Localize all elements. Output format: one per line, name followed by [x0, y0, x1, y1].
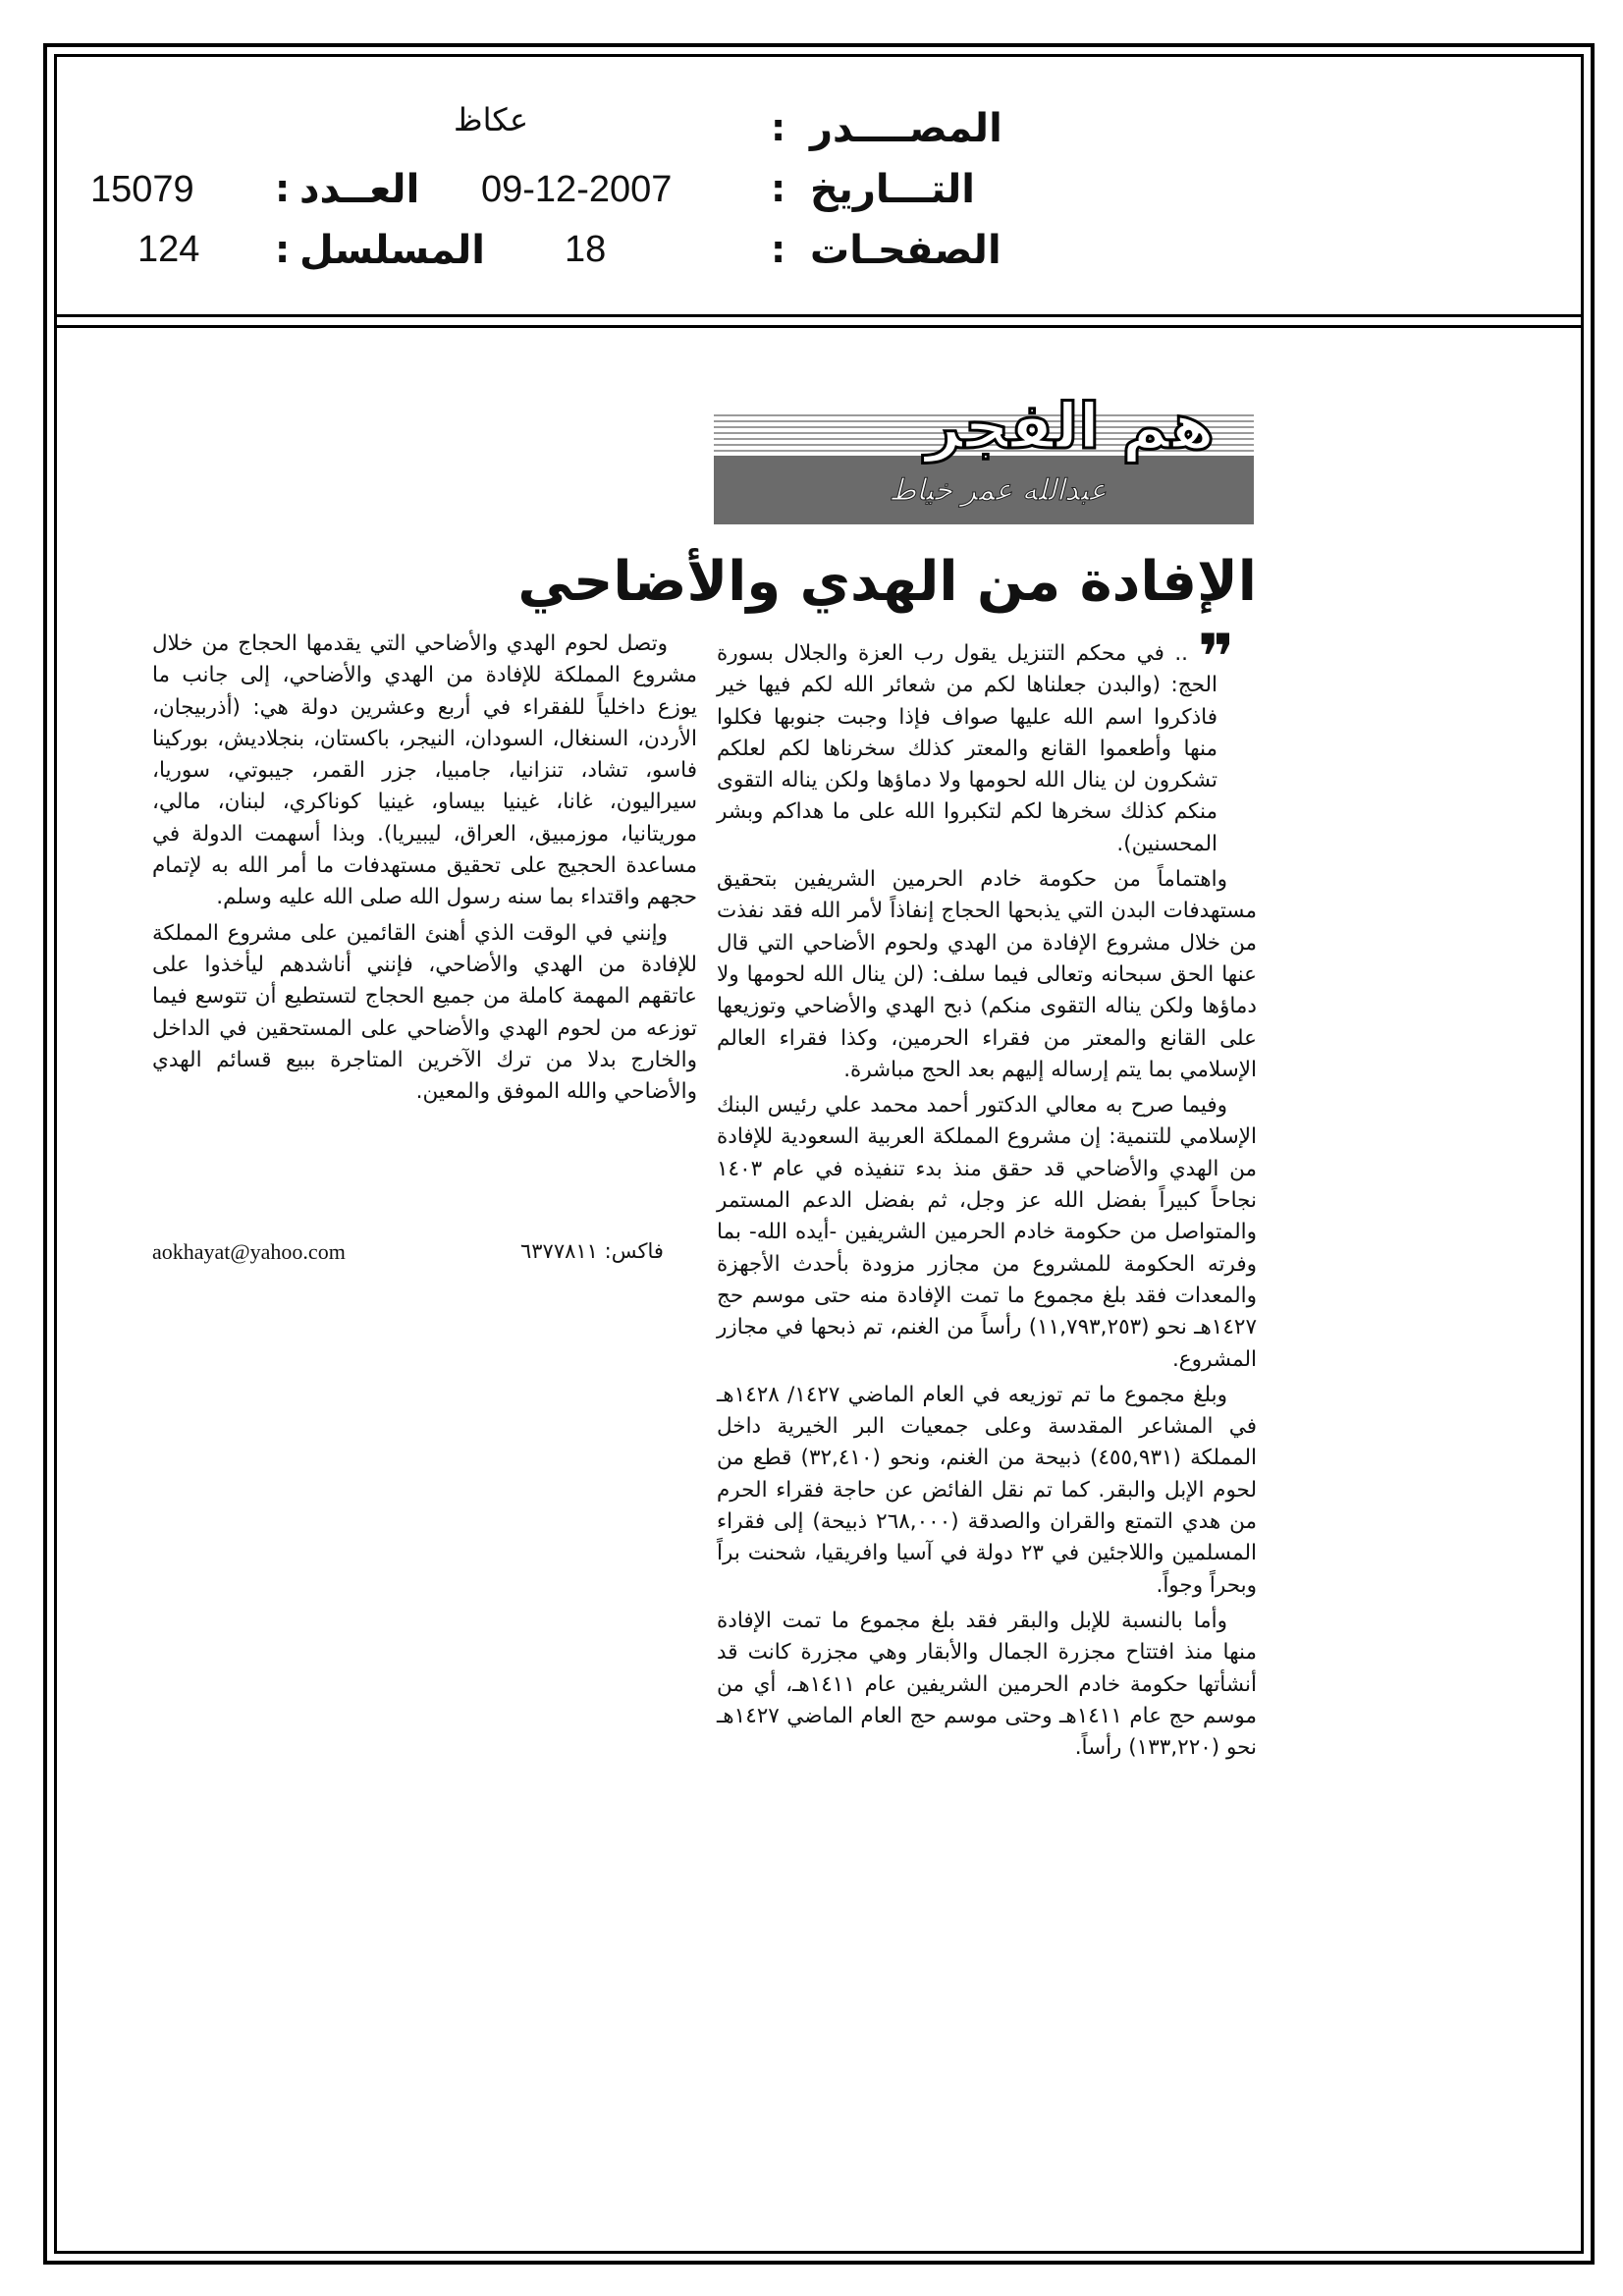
column-name: هم الفجر	[925, 391, 1215, 464]
issue-value: 15079	[90, 169, 194, 210]
issue-label: العــدد	[299, 167, 420, 212]
paragraph: واهتماماً من حكومة خادم الحرمين الشريفين بتحقيق مستهدفات البدن التي يذبحها الحجاج إنفاذاً لأمر الله فقد نفذت من خلال مشروع الإفادة من الهدي ولحوم الأضاحي التي قال عنها الحق سبحانه وتعالى فيما سلف: (لن ينال الله لحومها ولا دماؤها ولكن يناله التقوى منكم) ذبح الهدي والأضاحي وتوزيعها على القانع والمعتر من فقراء الحرمين، وكذا فقراء العالم الإسلامي بما يتم إرساله إليهم بعد الحج مباشرة.	[717, 867, 1257, 1082]
paragraph: وأما بالنسبة للإبل والبقر فقد بلغ مجموع ما تمت الإفادة منها منذ افتتاح مجزرة الجمال والأبقار وهي مجزرة كانت قد أنشأتها حكومة خادم الحرمين الشريفين عام ١٤١١هـ، أي من موسم حج عام ١٤١١هـ وحتى موسم حج العام الماضي ١٤٢٧هـ نحو (١٣٣,٢٢٠) رأساً.	[717, 1608, 1258, 1761]
paragraph: وتصل لحوم الهدي والأضاحي التي يقدمها الحجاج من خلال مشروع المملكة للإفادة من الهدي والأضاحي، إلى جانب ما يوزع داخلياً للفقراء في أربع وعشرين دولة هي: (أذربيجان، الأردن، السنغال، السودان، النيجر، باكستان، بنجلاديش، بوركينا فاسو، تشاد، تنزانيا، جامبيا، جزر القمر، جيبوتي، سوريا، سيراليون، غانا، غينيا بيساو، غينيا كوناكري، لبنان، مالي، موريتانيا، موزمبيق، العراق، ليبيريا). وبذا أسهمت الدولة في مساعدة الحجيج على تحقيق مستهدفات ما أمر الله به لإتمام حجهم واقتداء بما سنه رسول الله صلى الله عليه وسلم.	[152, 631, 697, 910]
paragraph: وبلغ مجموع ما تم توزيعه في العام الماضي ١٤٢٧/ ١٤٢٨هـ في المشاعر المقدسة وعلى جمعيات البر الخيرية داخل المملكة (٤٥٥,٩٣١) ذبيحة من الغنم، ونحو (٣٢,٤١٠) قطع من لحوم الإبل والبقر. كما تم نقل الفائض عن حاجة فقراء الحرم من هدي التمتع والقران والصدقة (٢٦٨,٠٠٠ ذبيحة) إلى فقراء المسلمين واللاجئين في ٢٣ دولة في آسيا وافريقيا، شحنت براً وبحراً وجواً.	[717, 1382, 1258, 1598]
header-divider	[54, 314, 1584, 328]
pages-value: 18	[565, 229, 607, 270]
article-column-right	[717, 638, 1257, 1768]
date-value: 09-12-2007	[481, 169, 673, 210]
pages-colon: :	[771, 228, 786, 271]
serial-value: 124	[137, 229, 200, 270]
source-value: عكاظ	[454, 101, 529, 138]
column-masthead	[714, 391, 1254, 548]
paragraph: وإنني في الوقت الذي أهنئ القائمين على مشروع المملكة للإفادة من الهدي والأضاحي، فإنني أناشدهم ليأخذوا على عاتقهم المهمة كاملة من جميع الحجاج لتستطيع أن تتوسع فيما توزعه من لحوم الهدي والأضاحي على المستحقين في الداخل والخارج بدلا من ترك الآخرين المتاجرة ببيع قسائم الهدي والأضاحي والله الموفق والمعين.	[152, 920, 697, 1105]
article-headline: الإفادة من الهدي والأضاحي	[517, 550, 1257, 614]
serial-colon: :	[275, 228, 291, 271]
article-column-left	[152, 629, 697, 1112]
author-email: aokhayat@yahoo.com	[152, 1239, 346, 1264]
paragraph: .. في محكم التنزيل يقول رب العزة والجلال بسورة الحج: (والبدن جعلناها لكم من شعائر الله لكم فيها خير فاذكروا اسم الله عليها صواف فإذا وجبت جنوبها فكلوا منها وأطعموا القانع والمعتر كذلك سخرناها لكم لعلكم تشكرون لن ينال الله لحومها ولا دماؤها ولكن يناله التقوى منكم كذلك سخرها لكم لتكبروا الله على ما هداكم وبشر المحسنين).	[717, 641, 1217, 856]
date-label: التـــاريخ	[810, 167, 975, 212]
source-colon: :	[771, 106, 786, 149]
serial-label: المسلسل	[299, 228, 485, 273]
source-label: المصــــدر	[810, 106, 1002, 151]
column-author: عبدالله عمر خياط	[889, 473, 1107, 508]
paragraph: وفيما صرح به معالي الدكتور أحمد محمد علي رئيس البنك الإسلامي للتنمية: إن مشروع المملكة العربية السعودية للإفادة من الهدي والأضاحي قد حقق منذ بدء تنفيذه في عام ١٤٠٣ نجاحاً كبيراً بفضل الله عز وجل، ثم بفضل الدعم المستمر والمتواصل من حكومة خادم الحرمين الشريفين -أيده الله- بما وفرته الحكومة للمشروع من مجازر مزودة بأحدث الأجهزة والمعدات فقد بلغ مجموع ما تمت الإفادة منه حتى موسم حج ١٤٢٧هـ نحو (١١,٧٩٣,٢٥٣) رأساً من الغنم، تم ذبحها في مجازر المشروع.	[717, 1093, 1257, 1372]
issue-colon: :	[275, 167, 291, 210]
date-colon: :	[771, 167, 786, 210]
fax-number: فاكس: ٦٣٧٧٨١١	[520, 1239, 664, 1263]
quote-mark-icon: ❞	[1198, 622, 1235, 694]
pages-label: الصفحـات	[810, 228, 1001, 273]
